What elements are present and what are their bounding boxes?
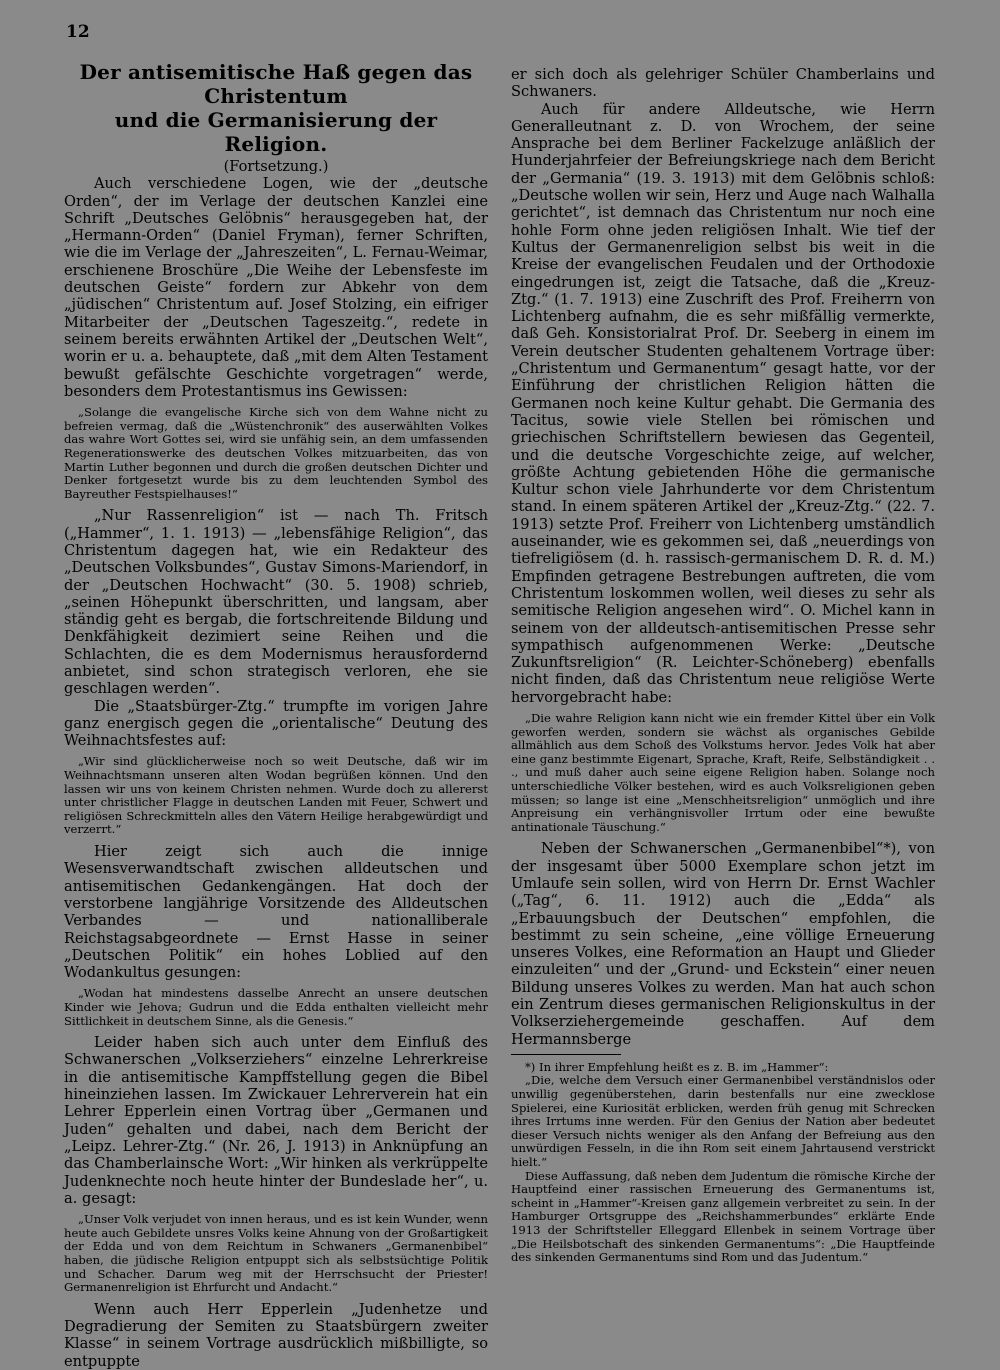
block-quote: „Wir sind glücklicherweise noch so weit Deutsche, daß wir im Weihnachtsmann unseren alten Wodan begrüßen können. Und den lassen wir uns von keinem Christen nehmen. Wurde doch zu allererst unter christlicher Flagge in deutschen Landen mit Feuer, Schwert und religiösen Schreckmitteln alles den Vätern Heilige herabgewürdigt und verzerrt.“ <box>64 754 488 837</box>
block-quote: „Wodan hat mindestens dasselbe Anrecht an unsere deutschen Kinder wie Jehova; Gudrun und die Edda enthalten vielleicht mehr Sittlichkeit in deutschem Sinne, als die Genesis.“ <box>64 986 488 1028</box>
paragraph: Die „Staatsbürger-Ztg.“ trumpfte im vorigen Jahre ganz energisch gegen die „orientalische“ Deutung des Weihnachtsfestes auf: <box>64 697 488 750</box>
block-quote: „Die wahre Religion kann nicht wie ein fremder Kittel über ein Volk geworfen werden, sondern sie wächst als organisches Gebilde allmählich aus dem Schoß des Volkstums hervor. Jedes Volk hat aber eine ganz bestimmte Eigenart, Sprache, Kraft, Reife, Selbständigkeit . . ., und muß daher auch seine eigene Religion haben. Solange noch unterschiedliche Völker bestehen, wird es auch Volksreligionen geben müssen; so lange ist eine „Menschheitsreligion“ unmöglich und ihre Anpreisung ein verhängnisvoller Irrtum oder eine bewußte antinationale Täuschung.“ <box>511 710 935 834</box>
block-quote: „Solange die evangelische Kirche sich von dem Wahne nicht zu befreien vermag, daß die „Wüstenchronik“ des auserwählten Volkes das wahre Wort Gottes sei, wird sie unfähig sein, an dem umfassenden Regenerationswerke des deutschen Volkes mitzuarbeiten, das von Martin Luther begonnen und durch die großen deutschen Dichter und Denker fortgesetzt wurde bis zu dem leuchtenden Symbol des Bayreuther Festspielhauses!“ <box>64 405 488 501</box>
paragraph: Neben der Schwanerschen „Germanenbibel“*), von der insgesamt über 5000 Exemplare schon jetzt im Umlaufe sein sollen, wird von Herrn Dr. Ernst Wachler („Tag“, 6. 11. 1912) auch die „Edda“ als „Erbauungsbuch der Deutschen“ empfohlen, die bestimmt zu sein scheine, „eine völlige Erneuerung unseres Volkes, eine Reformation an Haupt und Glieder einzuleiten“ und der „Grund- und Eckstein“ einer neuen Bildung unseres Volkes zu werden. Man hat auch schon ein Zentrum dieses germanischen Religionskultus in der Volkserziehergemeinde geschaffen. Auf dem Hermannsberge <box>511 840 935 1048</box>
page-number: 12 <box>66 22 90 42</box>
paragraph: Auch verschiedene Logen, wie der „deutsche Orden“, der im Verlage der deutschen Kanzlei eine Schrift „Deutsches Gelöbnis“ herausgegeben hat, der „Hermann-Orden“ (Daniel Fryman), ferner Schriften, wie die im Verlage der „Jahreszeiten“, L. Fernau-Weimar, erschienene Broschüre „Die Weihe der Lebensfeste im deutschen Geiste“ fordern zur Abkehr von dem „jüdischen“ Christentum auf. Josef Stolzing, ein eifriger Mitarbeiter der „Deutschen Tageszeitg.“, redete in seinem bereits erwähnten Artikel der „Deutschen Welt“, worin er u. a. behauptete, daß „mit dem Alten Testament bewußt gefälschte Geschichte vorgetragen“ werde, besonders dem Protestantismus ins Gewissen: <box>64 175 488 400</box>
article-subtitle: (Fortsetzung.) <box>223 158 329 175</box>
footnote: *) In ihrer Empfehlung heißt es z. B. im „Hammer“: <box>525 1059 829 1074</box>
article-title-line-1: Der antisemitische Haß gegen das Christentum <box>79 60 473 108</box>
left-column <box>64 60 488 1370</box>
paragraph: Hier zeigt sich auch die innige Wesensverwandtschaft zwischen alldeutschen und antisemitischen Gedankengängen. Hat doch der verstorbene langjährige Vorsitzende des Alldeutschen Verbandes — und nationalliberale Reichstagsabgeordnete — Ernst Hasse in seiner „Deutschen Politik“ ein hohes Loblied auf den Wodankultus gesungen: <box>64 843 488 982</box>
paragraph: „Nur Rassenreligion“ ist — nach Th. Fritsch („Hammer“, 1. 1. 1913) — „lebensfähige Religion“, das Christentum dagegen hat, wie ein Redakteur des „Deutschen Volksbundes“, Gustav Simons-Mariendorf, in der „Deutschen Hochwacht“ (30. 5. 1908) schrieb, „seinen Höhepunkt überschritten, und langsam, aber ständig geht es bergab, die fortschreitende Bildung und Denkfähigkeit dezimiert seine Reihen und die Schlachten, die es dem Modernismus herausfordernd anbietet, sind schon strategisch verloren, ehe sie geschlagen werden“. <box>64 507 488 698</box>
footnote-quote: „Die, welche dem Versuch einer Germanenbibel verständnislos oder unwillig gegenüberstehen, darin bestenfalls nur eine zwecklose Spielerei, eine Kuriosität erblicken, werden früh genug mit Schrecken ihres Irrtums inne werden. Für den Genius der Nation aber bedeutet dieser Versuch nichts weniger als den Anfang der Befreiung aus den unwürdigen Fesseln, in die ihn Rom seit einem Jahrtausend verstrickt hielt.“ <box>511 1073 935 1170</box>
block-quote: „Unser Volk verjudet von innen heraus, und es ist kein Wunder, wenn heute auch Gebildete unsres Volks keine Ahnung von der Großartigkeit der Edda und von dem Reichtum in Schwaners „Germanenbibel“ haben, die jüdische Religion entpuppt sich als selbstsüchtige Politik und Schacher. Darum weg mit der Herrschsucht der Priester! Germanenreligion ist Ehrfurcht und Andacht.“ <box>64 1212 488 1295</box>
paragraph: Auch für andere Alldeutsche, wie Herrn Generalleutnant z. D. von Wrochem, der seine Ansprache bei dem Berliner Fackelzuge anläßlich der Hunderjahrfeier der Befreiungskriege nach dem Bericht der „Germania“ (19. 3. 1913) mit dem Gelöbnis schloß: „Deutsche wollen wir sein, Herz und Auge nach Walhalla gerichtet“, ist demnach das Christentum nur noch eine hohle Form ohne jeden religiösen Inhalt. Wie tief der Kultus der Germanenreligion selbst bis weit in die Kreise der evangelischen Feudalen und der Orthodoxie eingedrungen ist, zeigt die Tatsache, daß die „Kreuz-Ztg.“ (1. 7. 1913) eine Zuschrift des Prof. Freiherrn von Lichtenberg aufnahm, die es sehr mißfällig vermerkte, daß Geh. Konsistorialrat Prof. Dr. Seeberg in einem im Verein deutscher Studenten gehaltenem Vortrage über: „Christentum und Germanentum“ gesagt hatte, vor der Einführung der christlichen Religion hätten die Germanen noch keine Kultur gehabt. Die Germania des Tacitus, sowie viele Stellen bei römischen und griechischen Schriftstellern bewiesen das Gegenteil, und die deutsche Vorgeschichte zeige, auf welcher, größte Achtung gebietenden Höhe die germanische Kultur schon viele Jahrhunderte vor dem Christentum stand. In einem späteren Artikel der „Kreuz-Ztg.“ (22. 7. 1913) setzte Prof. Freiherr von Lichtenberg umständlich auseinander, wie es gekommen sei, daß „neuerdings von tiefreligiösem (d. h. rassisch-germanischem D. R. d. M.) Empfinden getragene Bestrebungen auftreten, die vom Christentum loskommen wollen, weil dieses zu sehr als semitische Religion angesehen wird“. O. Michel kann in seinem von der alldeutsch-antisemitischen Presse sehr sympathisch aufgenommenen Werke: „Deutsche Zukunftsreligion“ (R. Leichter-Schöneberg) ebenfalls nicht finden, daß das Christentum neue religiöse Werte hervorgebracht habe: <box>511 100 935 706</box>
paragraph: Wenn auch Herr Epperlein „Judenhetze und Degradierung der Semiten zu Staatsbürgern zweiter Klasse“ in seinem Vortrage ausdrücklich mißbilligte, so entpuppte <box>64 1300 488 1370</box>
article-title <box>64 60 488 156</box>
right-column <box>511 66 935 1356</box>
article-title-line-2: und die Germanisierung der Religion. <box>114 108 438 156</box>
footnote: Diese Auffassung, daß neben dem Judentum die römische Kirche der Hauptfeind einer rassischen Erneuerung des Germanentums ist, scheint in „Hammer“-Kreisen ganz allgemein verbreitet zu sein. In der Hamburger Ortsgruppe des „Reichshammerbundes“ erklärte Ende 1913 der Schriftsteller Elleggard Ellenbek in seinem Vortrage über „Die Heilsbotschaft des sinkenden Germanentums“: „Die Hauptfeinde des sinkenden Germanentums sind Rom und das Judentum.“ <box>511 1168 935 1265</box>
paragraph: er sich doch als gelehriger Schüler Chamberlains und Schwaners. <box>511 66 935 101</box>
paragraph: Leider haben sich auch unter dem Einfluß des Schwanerschen „Volkserziehers“ einzelne Lehrerkreise in die antisemitische Kampffstellung gegen die Bibel hineinziehen lassen. Im Zwickauer Lehrerverein hat ein Lehrer Epperlein einen Vortrag über „Germanen und Juden“ gehalten und dabei, nach dem Bericht der „Leipz. Lehrer-Ztg.“ (Nr. 26, J. 1913) in Anknüpfung an das Chamberlainsche Wort: „Wir hinken als verkrüppelte Judenknechte noch heute hinter der Bundeslade her“, u. a. gesagt: <box>64 1034 488 1207</box>
footnote-divider <box>511 1054 621 1055</box>
